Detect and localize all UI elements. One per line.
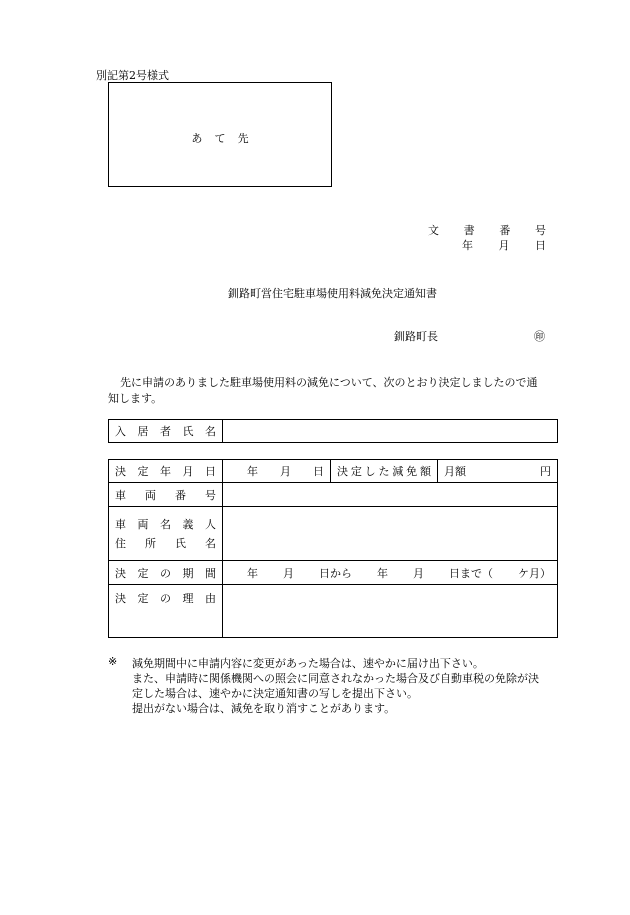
label-char: 住: [115, 537, 126, 550]
label-char: 決: [115, 566, 126, 580]
period-row: [109, 561, 558, 585]
label-char: 額: [419, 465, 431, 478]
resident-label-cell: [109, 420, 223, 443]
reason-value: [223, 585, 558, 638]
label-char: 人: [205, 518, 216, 531]
reason-label-cell: [109, 585, 223, 638]
note-line-3: 定した場合は、速やかに決定通知書の写しを提出下さい。: [132, 687, 418, 700]
doc-date-month: 月: [498, 239, 510, 252]
label-char: 義: [182, 518, 194, 531]
label-char: 日: [205, 465, 216, 478]
label-char: 定: [137, 566, 149, 580]
label-char: 由: [205, 592, 216, 605]
document-title: 釧路町営住宅駐車場使用料減免決定通知書: [228, 287, 437, 300]
label-char: 名: [205, 537, 216, 550]
owner-value: [223, 507, 558, 561]
label-char: 決: [337, 465, 348, 478]
period-part: 年: [377, 566, 388, 580]
label-char: の: [160, 592, 171, 605]
body-line-2: 知します。: [108, 392, 163, 405]
doc-date-day: 日: [535, 239, 546, 252]
doc-number-char: 書: [463, 224, 475, 237]
vehicle-number-row: [109, 483, 558, 507]
owner-row: [109, 507, 558, 561]
label-char: 定: [137, 592, 149, 605]
doc-date: [462, 237, 546, 253]
label-char: 理: [182, 592, 194, 605]
label-char: 定: [137, 465, 149, 478]
label-char: 居: [137, 425, 149, 438]
label-char: た: [378, 465, 390, 478]
period-part: 年: [247, 566, 258, 580]
doc-number-char: 番: [499, 224, 511, 237]
monthly-label: 月額: [444, 465, 466, 478]
doc-date-year: 年: [462, 239, 473, 252]
date-day: 日: [313, 465, 324, 478]
yen-unit: 円: [540, 465, 551, 478]
period-value: [223, 561, 558, 585]
doc-number-char: 号: [534, 224, 546, 237]
label-char: 減: [392, 465, 404, 478]
doc-number-char: 文: [428, 224, 439, 237]
decision-table: [108, 459, 558, 638]
label-char: 決: [115, 592, 126, 605]
body-line-1: 先に申請のありました駐車場使用料の減免について、次のとおり決定しましたので通: [120, 376, 538, 389]
address-box: [108, 82, 332, 187]
label-char: 車: [115, 518, 126, 531]
period-label-cell: [109, 561, 223, 585]
period-part: 月: [283, 566, 294, 580]
label-char: 氏: [175, 537, 186, 550]
label-char: 年: [160, 465, 171, 478]
resident-row: [109, 420, 558, 443]
label-char: し: [364, 465, 376, 478]
owner-label-cell: [109, 507, 223, 561]
period-part: 日から: [319, 566, 352, 580]
label-char: 免: [406, 465, 418, 478]
label-char: 車: [115, 488, 126, 502]
label-char: 氏: [182, 425, 194, 438]
vehicle-number-value: [223, 483, 558, 507]
label-char: 所: [145, 537, 156, 550]
resident-table: [108, 419, 558, 443]
label-char: 両: [137, 518, 149, 531]
form-id: 別記第2号様式: [96, 69, 169, 82]
label-char: 入: [115, 425, 126, 438]
note-line-1: 減免期間中に申請内容に変更があった場合は、速やかに届け出下さい。: [132, 657, 484, 670]
period-part: 月: [413, 566, 424, 580]
amount-label-cell: [331, 460, 438, 483]
label-char: 名: [160, 518, 171, 531]
seal-mark: ㊞: [534, 330, 545, 343]
decision-date-value: [223, 460, 331, 483]
vehicle-number-label-cell: [109, 483, 223, 507]
label-char: 間: [205, 566, 216, 580]
label-char: 番: [175, 488, 186, 502]
date-year: 年: [247, 465, 258, 478]
note-line-4: 提出がない場合は、減免を取り消すことがあります。: [132, 702, 396, 715]
note-mark: ※: [108, 655, 118, 668]
decision-date-row: [109, 460, 558, 483]
reason-row: [109, 585, 558, 638]
label-char: 月: [182, 465, 194, 478]
period-part: 日まで（: [449, 566, 493, 580]
decision-date-label-cell: [109, 460, 223, 483]
label-char: の: [160, 566, 171, 580]
doc-number: [428, 222, 546, 238]
address-label: あて先: [191, 132, 261, 145]
resident-name-value: [223, 420, 558, 443]
note-line-2: また、申請時に関係機関への照会に同意されなかった場合及び自動車税の免除が決: [132, 672, 539, 685]
amount-value: [438, 460, 558, 483]
label-char: 号: [205, 488, 216, 502]
label-char: 定: [350, 465, 362, 478]
label-char: 名: [205, 425, 216, 438]
label-char: 期: [182, 566, 194, 580]
issuer: 釧路町長: [394, 330, 438, 343]
period-part: ケ月）: [518, 566, 551, 580]
label-char: 者: [160, 425, 171, 438]
date-month: 月: [280, 465, 291, 478]
label-char: 両: [145, 488, 156, 502]
label-char: 決: [115, 465, 126, 478]
